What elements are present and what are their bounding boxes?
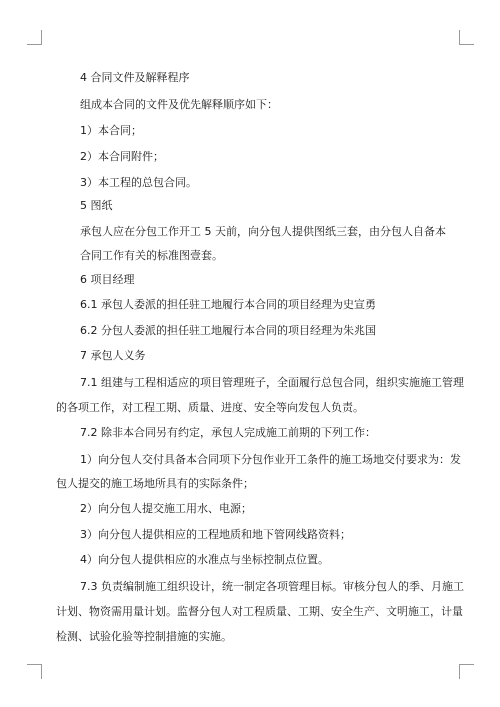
section-heading-drawings: 5 图纸: [80, 199, 113, 212]
list-item: 1）本合同；: [80, 124, 142, 137]
list-item: 3）向分包人提供相应的工程地质和地下管网线路资料；: [80, 528, 351, 541]
crop-mark-bottom-left: [27, 664, 42, 679]
list-item: 4）向分包人提供相应的水准点与坐标控制点位置。: [80, 553, 329, 566]
paragraph-line: 6.1 承包人委派的担任驻工地履行本合同的项目经理为史宣勇: [80, 298, 376, 311]
list-item: 1）向分包人交付具备本合同项下分包作业开工条件的施工场地交付要求为：发: [80, 453, 461, 466]
section-heading-contract-documents: 4 合同文件及解释程序: [80, 71, 190, 84]
paragraph-line: 计划、物资需用量计划。监督分包人对工程质量、工期、安全生产、文明施工，计量: [56, 605, 463, 618]
list-item: 2）本合同附件；: [80, 150, 164, 163]
paragraph-line: 包人提交的施工场地所具有的实际条件；: [56, 477, 254, 490]
paragraph-line: 7.2 除非本合同另有约定，承包人完成施工前期的下列工作：: [80, 426, 376, 439]
paragraph-line: 6.2 分包人委派的担任驻工地履行本合同的项目经理为朱兆国: [80, 324, 376, 337]
list-item: 3）本工程的总包合同。: [80, 176, 197, 189]
paragraph-line: 的各项工作，对工程工期、质量、进度、安全等向发包人负责。: [56, 401, 364, 414]
paragraph-line: 7.3 负责编制施工组织设计，统一制定各项管理目标。审核分包人的季、月施工: [80, 580, 464, 593]
section-heading-contractor-obligations: 7 承包人义务: [80, 349, 146, 362]
paragraph-line: 检测、试验化验等控制措施的实施。: [56, 630, 232, 643]
paragraph-line: 承包人应在分包工作开工 5 天前，向分包人提供图纸三套，由分包人自备本: [80, 225, 446, 238]
crop-mark-top-right: [459, 30, 474, 45]
crop-mark-top-left: [27, 30, 42, 45]
crop-mark-bottom-right: [459, 664, 474, 679]
paragraph-line: 合同工作有关的标准图壹套。: [80, 249, 223, 262]
paragraph-line: 组成本合同的文件及优先解释顺序如下：: [80, 98, 278, 111]
list-item: 2）向分包人提交施工用水、电源；: [80, 502, 252, 515]
section-heading-project-manager: 6 项目经理: [80, 273, 135, 286]
paragraph-line: 7.1 组建与工程相适应的项目管理班子，全面履行总包合同，组织实施施工管理: [80, 376, 464, 389]
